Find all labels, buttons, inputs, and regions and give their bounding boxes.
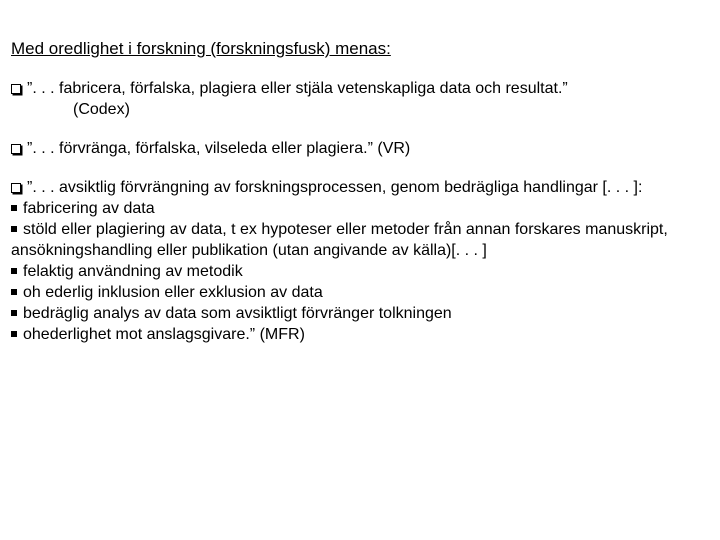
sub-item-text: stöld eller plagiering av data, t ex hypoteser eller metoder från annan forskares manuskript, ansökningshandling eller publikation (utan angivande av källa)[. . . ] <box>11 221 668 259</box>
square-bullet-icon <box>11 331 17 337</box>
checkbox-bullet-icon <box>11 144 21 154</box>
sub-item <box>11 303 711 324</box>
sub-item-text: bedräglig analys av data som avsiktligt förvränger tolkningen <box>23 305 452 322</box>
square-bullet-icon <box>11 226 17 232</box>
bullet-source: (Codex) <box>73 101 130 118</box>
sub-item <box>11 324 711 345</box>
bullet-text: ”. . . förvränga, förfalska, vilseleda eller plagiera.” (VR) <box>27 140 411 157</box>
slide-content <box>11 38 711 363</box>
sub-item-text: felaktig användning av metodik <box>23 263 243 280</box>
slide-title: Med oredlighet i forskning (forskningsfusk) menas: <box>11 39 391 58</box>
checkbox-bullet-icon <box>11 183 21 193</box>
sub-item <box>11 282 711 303</box>
bullet-mfr <box>11 177 711 345</box>
bullet-line <box>11 177 711 198</box>
checkbox-bullet-icon <box>11 84 21 94</box>
square-bullet-icon <box>11 310 17 316</box>
sub-item-text: oh ederlig inklusion eller exklusion av data <box>23 284 323 301</box>
sub-item <box>11 219 711 261</box>
bullet-vr <box>11 138 711 159</box>
bullet-line <box>11 78 711 99</box>
sub-item <box>11 261 711 282</box>
square-bullet-icon <box>11 289 17 295</box>
bullet-text: ”. . . avsiktlig förvrängning av forskningsprocessen, genom bedrägliga handlingar [. . . ]: <box>27 179 643 196</box>
bullet-text: ”. . . fabricera, förfalska, plagiera eller stjäla vetenskapliga data och resultat.” <box>27 80 568 97</box>
sub-item-text: fabricering av data <box>23 200 155 217</box>
bullet-codex <box>11 78 711 120</box>
square-bullet-icon <box>11 268 17 274</box>
sub-item-text: ohederlighet mot anslagsgivare.” (MFR) <box>23 326 305 343</box>
sub-item <box>11 198 711 219</box>
bullet-line <box>11 138 711 159</box>
square-bullet-icon <box>11 205 17 211</box>
